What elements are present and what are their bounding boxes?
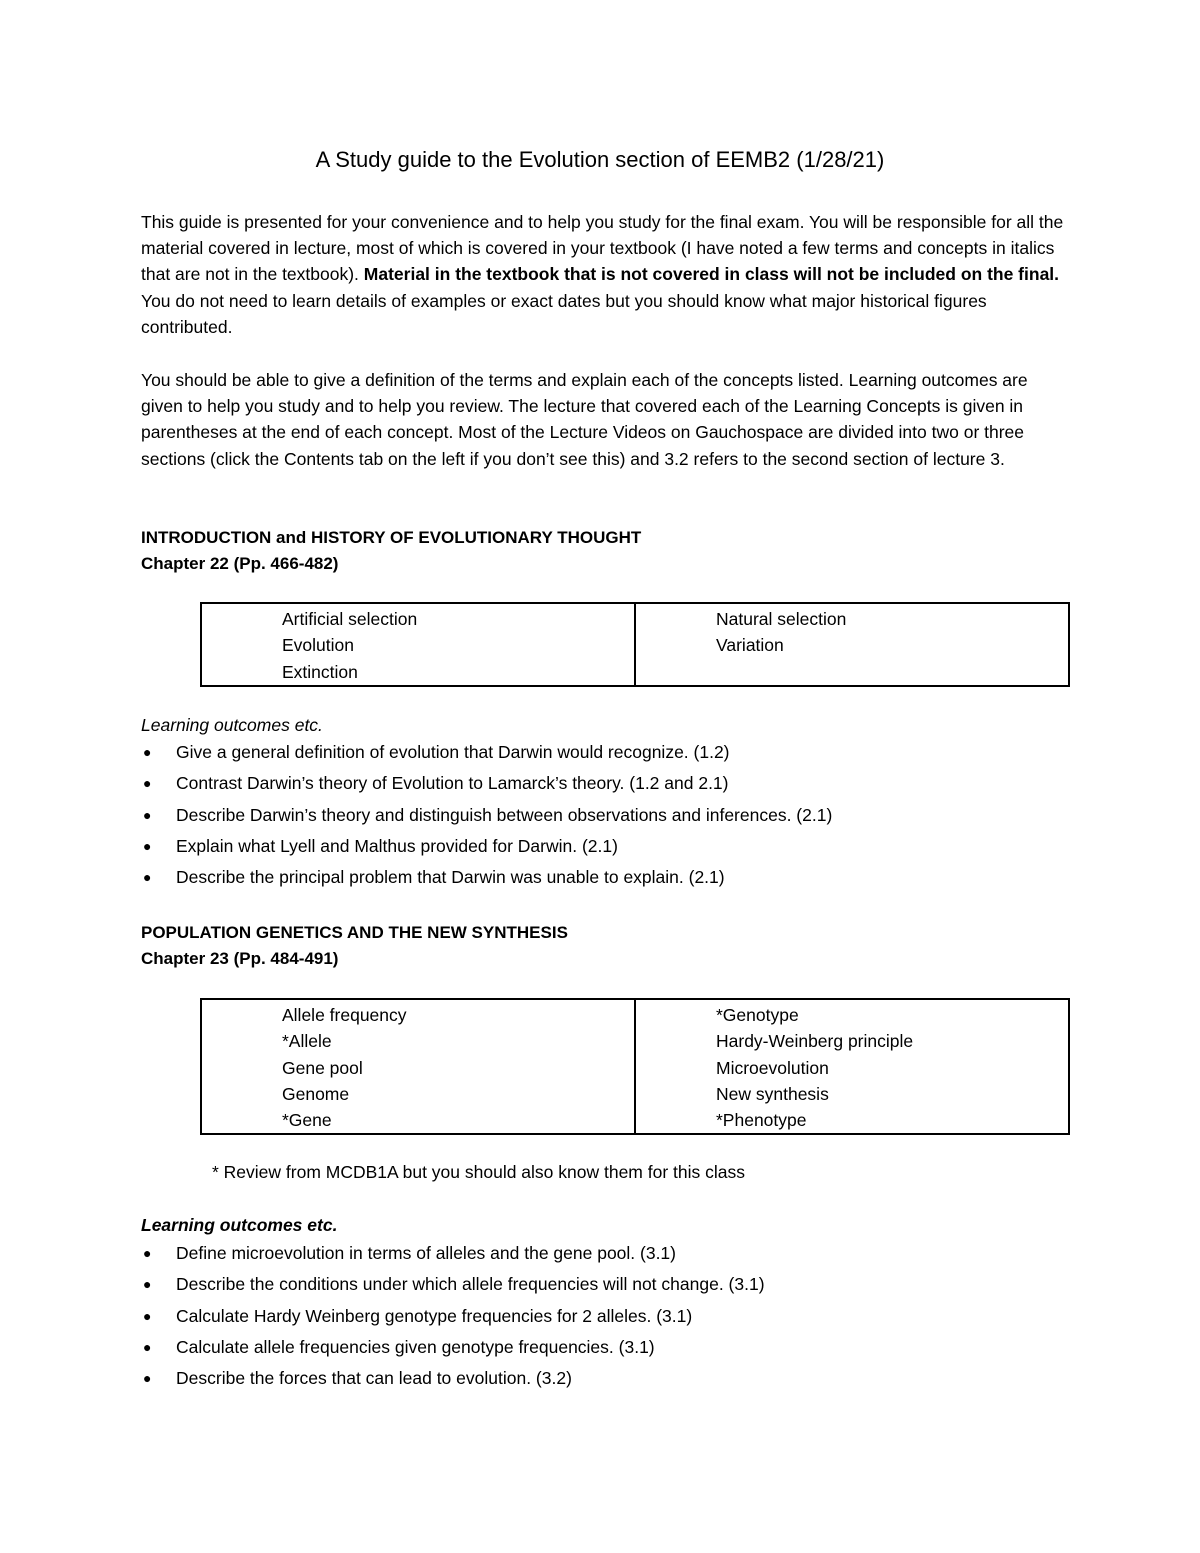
term: Natural selection xyxy=(716,609,847,629)
outcome-text: Describe the conditions under which allele frequencies will not change. (3.1) xyxy=(176,1274,765,1295)
list-item xyxy=(141,1333,1071,1364)
bullet-icon: ● xyxy=(143,1307,152,1324)
term: *Gene xyxy=(282,1110,332,1131)
intro-paragraph-2: You should be able to give a definition of the terms and explain each of the concepts listed. Learning outcomes are given to help you study and to help you review. The lecture that covered each of the Learning Concepts is given in parentheses at the end of each concept. Most of the Lecture Videos on Gauchospace are divided into two or three sections (click the Contents tab on the left if you don’t see this) and 3.2 refers to the second section of lecture 3. xyxy=(141,370,1028,469)
term: Microevolution xyxy=(716,1057,829,1078)
terms-column-left xyxy=(201,603,635,686)
section-2-outcomes-heading xyxy=(141,1212,337,1238)
section-1-header xyxy=(141,525,1071,577)
bullet-icon: ● xyxy=(143,1245,152,1261)
intro-text-b: You do not need to learn details of examples or exact dates but you should know what major historical figures contributed. xyxy=(141,290,987,337)
outcome-text: Calculate Hardy Weinberg genotype frequencies for 2 alleles. (3.1) xyxy=(176,1305,693,1326)
term: Hardy-Weinberg principle xyxy=(716,1031,914,1052)
term: Gene pool xyxy=(282,1057,363,1078)
outcome-text: Give a general definition of evolution that Darwin would recognize. (1.2) xyxy=(176,742,730,762)
section-2-terms-table xyxy=(200,998,1070,1135)
section-1-outcomes-heading: Learning outcomes etc. xyxy=(141,715,323,735)
bullet-icon: ● xyxy=(143,775,152,792)
outcome-text: Define microevolution in terms of alleles and the gene pool. (3.1) xyxy=(176,1243,676,1263)
section-2-footnote: * Review from MCDB1A but you should also know them for this class xyxy=(212,1162,745,1182)
terms-column-left xyxy=(201,999,635,1134)
term: *Genotype xyxy=(716,1005,799,1025)
term: New synthesis xyxy=(716,1083,829,1104)
bullet-icon: ● xyxy=(143,806,152,823)
terms-column-right xyxy=(635,603,1069,686)
term: Variation xyxy=(716,635,784,656)
list-item xyxy=(141,801,1071,832)
bullet-icon: ● xyxy=(143,869,152,886)
table-row xyxy=(201,999,1069,1134)
list-item xyxy=(141,1239,1071,1270)
list-item xyxy=(141,1364,1071,1395)
section-2-chapter: Chapter 23 (Pp. 484-491) xyxy=(141,949,339,968)
section-1-heading: INTRODUCTION and HISTORY OF EVOLUTIONARY THOUGHT xyxy=(141,528,642,547)
term: Genome xyxy=(282,1083,350,1104)
outcome-text: Explain what Lyell and Malthus provided for Darwin. (2.1) xyxy=(176,835,618,856)
term: Extinction xyxy=(282,661,358,682)
outcome-text: Describe the principal problem that Darwin was unable to explain. (2.1) xyxy=(176,867,725,888)
intro-text-a: This guide is presented for your convenience and to help you study for the final exam. You will be responsible for all the material covered in lecture, most of which is covered in your textbook (I have noted a few terms and concepts in italics that are not in the textbook). xyxy=(141,212,1064,285)
table-row xyxy=(201,603,1069,686)
section-1-terms-table xyxy=(200,602,1070,687)
outcome-text: Contrast Darwin’s theory of Evolution to Lamarck’s theory. (1.2 and 2.1) xyxy=(176,773,729,794)
bullet-icon: ● xyxy=(143,1338,152,1355)
list-item xyxy=(141,863,1071,894)
section-2-outcomes-list xyxy=(141,1239,1071,1395)
list-item xyxy=(141,738,1071,769)
section-2-outcomes-heading-text: Learning outcomes etc. xyxy=(141,1215,338,1235)
section-1-outcomes-list xyxy=(141,738,1071,894)
bullet-icon: ● xyxy=(143,1276,152,1293)
bullet-icon: ● xyxy=(143,1370,152,1387)
intro-paragraph-1 xyxy=(141,209,1071,340)
section-2-header xyxy=(141,920,1071,972)
list-item xyxy=(141,769,1071,800)
terms-column-right xyxy=(635,999,1069,1134)
bullet-icon: ● xyxy=(143,837,152,854)
section-1-chapter: Chapter 22 (Pp. 466-482) xyxy=(141,554,339,573)
list-item xyxy=(141,1302,1071,1333)
document-title: A Study guide to the Evolution section of EEMB2 (1/28/21) xyxy=(315,147,885,172)
bullet-icon: ● xyxy=(143,744,152,760)
term: Evolution xyxy=(282,635,354,656)
term: *Phenotype xyxy=(716,1110,807,1131)
term: Allele frequency xyxy=(282,1005,407,1025)
intro-text-bold: Material in the textbook that is not covered in class will not be included on the final. xyxy=(363,264,1060,285)
term: *Allele xyxy=(282,1031,332,1052)
outcome-text: Describe the forces that can lead to evolution. (3.2) xyxy=(176,1368,572,1389)
outcome-text: Calculate allele frequencies given genotype frequencies. (3.1) xyxy=(176,1336,655,1357)
section-2-heading: POPULATION GENETICS AND THE NEW SYNTHESIS xyxy=(141,923,568,942)
term: Artificial selection xyxy=(282,609,418,629)
list-item xyxy=(141,1270,1071,1301)
list-item xyxy=(141,832,1071,863)
outcome-text: Describe Darwin’s theory and distinguish between observations and inferences. (2.1) xyxy=(176,804,833,825)
